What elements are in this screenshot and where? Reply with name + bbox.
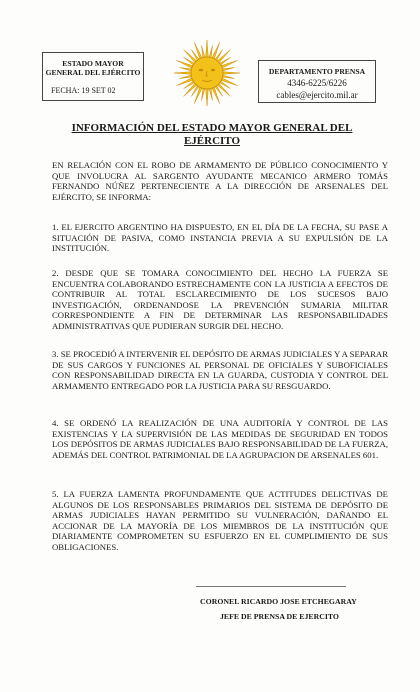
list-item-2: 2. DESDE QUE SE TOMARA CONOCIMIENTO DEL HECHO LA FUERZA SE ENCUENTRA COLABORANDO ESTRECHAMENTE CON LA JUSTICIA A EFECTOS DE CONTRIBUIR AL TOTAL ESCLARECIMIENTO DE LOS SUCESOS BAJO INVESTIGACIÓN, ORDENANDOSE LA PREVENCIÓN SUMARIA MILITAR CORRESPONDIENTE A FIN DE DETERMINAR LAS RESPONSABILIDADES ADMINISTRATIVAS QUE PUDIERAN SURGIR DEL HECHO.: [52, 268, 388, 331]
list-item-1: 1. EL EJERCITO ARGENTINO HA DISPUESTO, EN EL DÍA DE LA FECHA, SU PASE A SITUACIÓN DE PASIVA, COMO INSTANCIA PREVIA A SU EXPULSIÓN DE LA INSTITUCIÓN.: [52, 222, 388, 254]
department-name: DEPARTAMENTO PRENSA: [268, 67, 366, 76]
list-item-3: 3. SE PROCEDIÓ A INTERVENIR EL DEPÓSITO DE ARMAS JUDICIALES Y A SEPARAR DE SUS CARGOS Y FUNCIONES AL PERSONAL DE OFICIALES Y SUBOFICIALES CON RESPONSABILIDAD DIRECTA EN LA GUARDA, CUSTODIA Y CONTROL DEL ARMAMENTO ENTREGADO POR LA JUSTICIA PARA SU RESGUARDO.: [52, 349, 388, 391]
sun-of-may-emblem-icon: [172, 38, 242, 108]
list-item-4: 4. SE ORDENÓ LA REALIZACIÓN DE UNA AUDITORÍA Y CONTROL DE LAS EXISTENCIAS Y LA SUPERVISIÓN DE LAS MEDIDAS DE SEGURIDAD EN TODOS LOS DEPÓSITOS DE ARMAS JUDICIALES BAJO RESPONSABILIDAD DE LA FUERZA, ADEMÁS DEL CONTROL PATRIMONIAL DE LA AGRUPACION DE ARSENALES 601.: [52, 418, 388, 460]
issuer-line-1: ESTADO MAYOR: [62, 59, 124, 68]
press-department-box: [258, 60, 376, 103]
signature-line: [196, 586, 346, 587]
list-item-5: 5. LA FUERZA LAMENTA PROFUNDAMENTE QUE ACTITUDES DELICTIVAS DE ALGUNOS DE LOS RESPONSABLES PRIMARIOS DEL SISTEMA DE DEPÓSITO DE ARMAS JUDICIALES HAYAN PERMITIDO SU VULNERACIÓN, DAÑANDO EL ACCIONAR DE LA MAYORÍA DE LOS MIEMBROS DE LA INSTITUCIÓN QUE DIARIAMENTE COMPROMETEN SU ESFUERZO EN EL CUMPLIMIENTO DE SUS OBLIGACIONES.: [52, 489, 388, 552]
issuer-line-2: GENERAL DEL EJÉRCITO: [45, 68, 141, 77]
document-title: INFORMACIÓN DEL ESTADO MAYOR GENERAL DEL EJÉRCITO: [71, 122, 353, 147]
issuer-box: [42, 52, 144, 101]
signatory-role: JEFE DE PRENSA DE EJERCITO: [220, 612, 340, 621]
department-phone: 4346-6225/6226: [287, 78, 347, 88]
department-email: cables@ejercito.mil.ar: [276, 90, 358, 100]
intro-paragraph: EN RELACIÓN CON EL ROBO DE ARMAMENTO DE PÚBLICO CONOCIMIENTO Y QUE INVOLUCRA AL SARGENTO AYUDANTE MECANICO ARMERO TOMÁS FERNANDO NÚÑEZ PERTENECIENTE A LA DIRECCIÓN DE ARSENALES DEL EJÉRCITO, SE INFORMA:: [52, 160, 388, 202]
issue-date: FECHA: 19 SET 02: [51, 86, 116, 95]
signatory-name: CORONEL RICARDO JOSE ETCHEGARAY: [200, 597, 357, 606]
